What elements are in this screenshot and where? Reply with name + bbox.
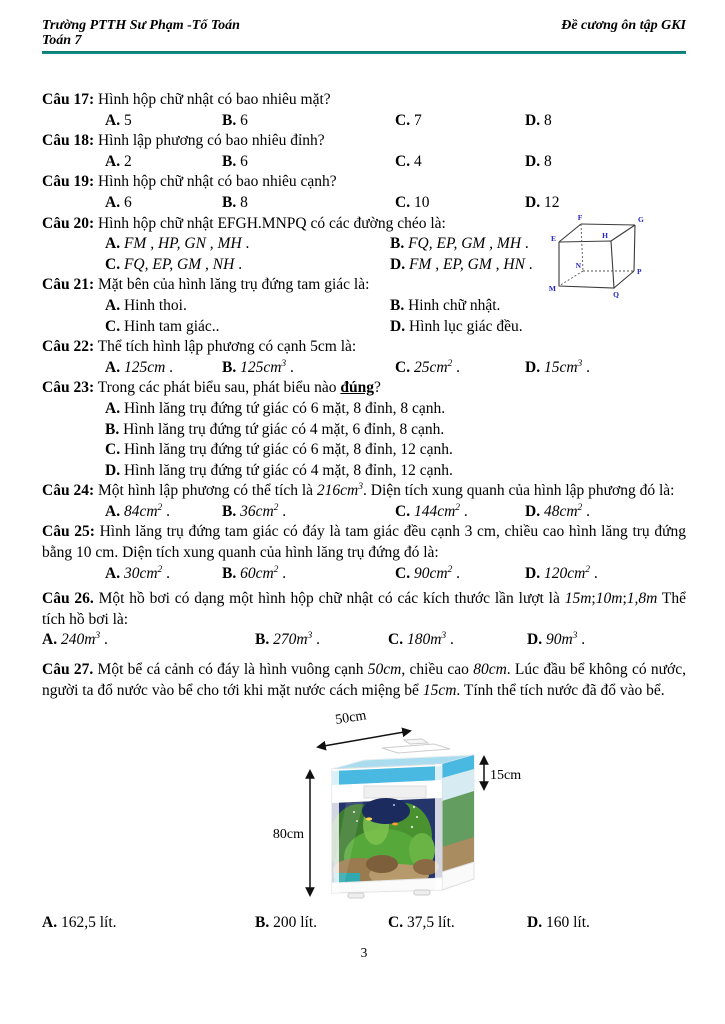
option-value: 10 [413,193,430,211]
cube-label-H: H [602,231,608,240]
option-key: B. [390,296,405,314]
option-value: FM , EP, GM , HN . [408,255,533,273]
page-number: 3 [360,945,368,961]
option-key: A. [105,564,121,582]
question-number: Câu 17: [42,91,95,108]
cube-label-G: G [638,215,644,224]
subject-name: Toán 7 [42,33,82,48]
question-text [42,660,686,701]
option-key: B. [390,235,405,253]
question-19 [42,172,686,213]
option-C [395,358,525,379]
header-left [42,18,240,48]
option-key: D. [525,502,541,520]
cube-label-N: N [575,261,581,270]
question-text [42,378,686,399]
question-number: Câu 26. [42,590,94,608]
option-C [395,502,525,523]
question-number: Câu 18: [42,132,95,150]
option-A [105,399,686,420]
option-value: 8 [543,152,552,170]
option-D [525,564,686,585]
option-value: $84cm^2$ . [123,502,171,520]
question-text [42,172,686,193]
option-value: 6 [240,152,248,170]
question-number: Câu 23: [42,379,95,397]
option-value: Hình lục giác đều. [408,317,523,335]
option-value: 200 lít. [273,913,318,931]
question-body: Một hình lập phương có thể tích là $216cm^3$. Diện tích xung quanh của hình lập phương đó là: [97,482,675,500]
option-value: Hình lăng trụ đứng tứ giác có 6 mặt, 8 đỉnh, 12 cạnh. [123,441,453,459]
option-B [255,913,388,934]
school-name: Trường PTTH Sư Phạm -Tổ Toán [42,18,240,33]
question-body: Hình lăng trụ đứng tam giác có đáy là tam giác đều cạnh 3 cm, chiều cao hình lăng trụ đứng bằng 10 cm. Diện tích xung quanh của hình lăng trụ đứng đó là: [42,523,686,562]
option-value: Hinh tam giác.. [123,317,220,335]
option-C [388,630,527,651]
question-body: Hình hộp chữ nhật có bao nhiêu mặt? [97,91,331,108]
question-number: Câu 27. [42,661,94,679]
option-A [105,502,222,523]
option-value: 6 [240,111,248,129]
option-key: C. [388,631,404,649]
tank-right-face [442,755,474,890]
question-18 [42,131,686,172]
options-row [105,111,686,132]
question-24 [42,481,686,522]
option-D [525,152,686,173]
aquarium-figure [264,707,524,910]
option-A [105,564,222,585]
option-key: D. [527,913,543,931]
option-value: $15cm^3$ . [543,358,591,376]
option-key: C. [395,193,411,211]
option-D [105,461,686,482]
question-body: Một bể cá cảnh có đáy là hình vuông cạnh 50cm, chiều cao 80cm. Lúc đầu bể không có nước, người ta đổ nước vào bể cho tới khi mặt nước cách miệng bể 15cm. Tính thể tích nước đã đổ vào bể. [42,661,687,699]
option-B [222,193,395,214]
question-22 [42,337,686,378]
tank-gap-label: 15cm [490,768,522,784]
cube-front-face [559,241,614,288]
option-A [105,193,222,214]
options-row [105,502,686,523]
option-key: A. [42,913,58,931]
question-number: Câu 25: [42,523,95,541]
cube-label-E: E [550,234,556,243]
question-body: Một hồ bơi có dạng một hình hộp chữ nhật có các kích thước lần lượt là 15m;10m;1,8m Thể tích hồ bơi là: [42,590,686,628]
option-value: 7 [413,111,422,129]
page-header [42,18,686,48]
option-B [222,152,395,173]
option-key: D. [525,111,541,129]
option-key: D. [525,193,541,211]
option-key: D. [390,255,406,273]
option-key: C. [395,358,411,376]
options-row [105,564,686,585]
question-body: Hình hộp chữ nhật có bao nhiêu cạnh? [97,173,337,191]
cube-figure [549,211,653,301]
option-value: $90m^3$ . [545,631,586,649]
option-key: D. [525,152,541,170]
option-key: C. [395,502,411,520]
tank-height-label: 80cm [272,827,304,843]
option-C [395,152,525,173]
option-value: 6 [123,193,132,211]
option-key: A. [105,358,121,376]
option-key: A. [105,152,121,170]
option-C [388,913,527,934]
option-value: $36cm^2$ . [240,502,287,520]
option-value: $90cm^2$ . [413,564,461,582]
option-key: B. [222,111,237,129]
option-key: A. [42,631,58,649]
option-key: C. [395,564,411,582]
option-D [527,630,686,651]
option-value: 5 [123,111,132,129]
option-value: 37,5 lít. [406,913,455,931]
option-value: Hinh thoi. [123,296,187,314]
option-key: B. [255,913,270,931]
option-value: FM , HP, GN , MH . [123,235,250,253]
option-A [105,111,222,132]
option-B [222,502,395,523]
question-number: Câu 19: [42,173,95,191]
option-key: A. [105,502,121,520]
option-B [222,358,395,379]
option-B [105,420,686,441]
option-A [105,358,222,379]
option-key: B. [222,564,237,582]
option-key: A. [105,193,121,211]
option-value: 125cm . [123,358,174,376]
question-27 [42,660,686,933]
question-body: Hình hộp chữ nhật EFGH.MNPQ có các đường chéo là: [97,214,446,232]
option-value: $240m^3$ . [60,631,108,649]
option-value: $120cm^2$ . [543,564,598,582]
options-row [105,358,686,379]
header-rule [42,51,686,54]
option-B [222,111,395,132]
option-value: 8 [240,193,248,211]
option-key: D. [525,564,541,582]
option-key: C. [105,255,121,273]
question-body: Thể tích hình lập phương có cạnh 5cm là: [97,338,357,356]
option-value: Hình lăng trụ đứng tứ giác có 4 mặt, 8 đỉnh, 12 cạnh. [123,461,453,479]
cube-figure-svg [549,211,653,301]
question-text [42,131,686,152]
option-key: C. [105,441,121,459]
option-C [105,440,686,461]
question-text [42,589,686,630]
option-value: Hinh chữ nhật. [408,296,501,314]
question-text [42,337,686,358]
option-value: $60cm^2$ . [240,564,287,582]
option-A [42,913,255,934]
option-A [42,630,255,651]
question-17 [42,90,686,131]
option-key: D. [527,631,543,649]
tank-lid-handle [404,739,428,744]
option-key: D. [390,317,406,335]
option-value: $48cm^2$ . [543,502,591,520]
question-text [42,481,686,502]
option-value: $25cm^2$ . [413,358,461,376]
option-C [105,255,390,276]
page-footer [42,943,686,964]
option-value: $270m^3$ . [273,631,321,649]
option-D [525,111,686,132]
question-text [42,90,686,111]
option-A [105,152,222,173]
question-number: Câu 24: [42,482,95,500]
option-value: 12 [543,193,560,211]
document-title: Đề cương ôn tập GKI [561,18,686,33]
question-body: Trong các phát biểu sau, phát biểu nào đúng? [97,379,381,397]
option-value: FQ, EP, GM , NH . [123,255,243,273]
option-D [527,913,686,934]
question-26 [42,589,686,651]
question-number: Câu 20: [42,214,95,232]
option-value: Hình lăng trụ đứng tứ giác có 4 mặt, 6 đỉnh, 8 cạnh. [123,420,445,438]
option-C [105,317,390,338]
question-number: Câu 21: [42,276,95,294]
option-C [395,193,525,214]
options-row [105,399,686,481]
option-key: A. [105,399,121,417]
option-value: Hình lăng trụ đứng tứ giác có 6 mặt, 8 đỉnh, 8 cạnh. [123,399,446,417]
option-key: B. [255,631,270,649]
option-B [255,630,388,651]
question-body: Mặt bên của hình lăng trụ đứng tam giác là: [97,276,370,294]
option-key: A. [105,296,121,314]
option-D [525,358,686,379]
options-row [105,152,686,173]
option-value: 4 [413,152,422,170]
tank-foot [414,890,430,895]
option-value: 2 [123,152,132,170]
tank-foot [348,893,364,898]
cube-label-Q: Q [613,290,619,299]
option-key: D. [525,358,541,376]
option-value: 160 lít. [545,913,590,931]
option-key: C. [388,913,404,931]
option-key: B. [222,152,237,170]
option-value: $180m^3$ . [406,631,454,649]
option-value: 162,5 lít. [60,913,117,931]
option-value: FQ, EP, GM , MH . [408,235,529,253]
tank-width-label: 50cm [334,708,368,729]
option-key: B. [222,193,237,211]
cube-label-F: F [577,213,583,222]
option-value: $30cm^2$ . [123,564,171,582]
option-key: D. [105,461,121,479]
option-A [105,296,390,317]
cube-label-M: M [549,284,556,293]
question-body: Hình lập phương có bao nhiêu đỉnh? [97,132,325,150]
tank-lid [382,744,450,753]
option-D [525,502,686,523]
option-key: B. [222,358,237,376]
options-row [42,630,686,651]
option-C [395,564,525,585]
option-A [105,234,390,255]
question-text [42,522,686,563]
option-value: $144cm^2$ . [413,502,468,520]
cube-label-P: P [637,267,642,276]
option-key: C. [395,111,411,129]
aquarium-figure-svg [264,707,524,903]
option-key: C. [395,152,411,170]
options-row [105,296,686,337]
option-C [395,111,525,132]
option-B [222,564,395,585]
option-D [390,317,686,338]
question-number: Câu 22: [42,338,95,356]
option-key: B. [222,502,237,520]
option-value: 8 [543,111,552,129]
question-23 [42,378,686,481]
option-key: B. [105,420,120,438]
options-row [42,913,686,934]
question-25 [42,522,686,584]
option-key: C. [105,317,121,335]
option-key: A. [105,111,121,129]
option-value: $125cm^3$ . [240,358,294,376]
option-key: A. [105,235,121,253]
